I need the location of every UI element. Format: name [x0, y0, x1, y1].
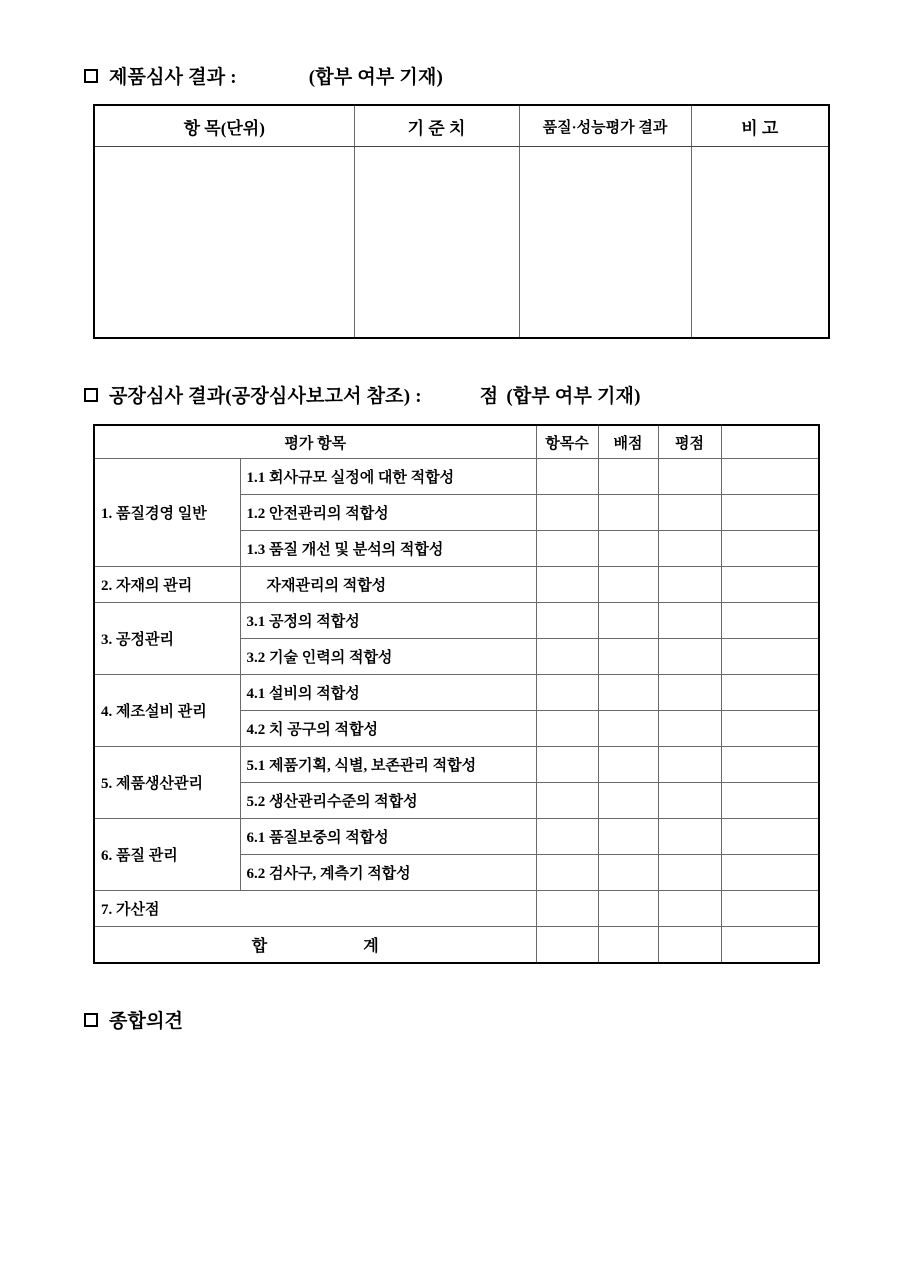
cell-item-count[interactable] [536, 855, 598, 891]
checkbox-empty-icon[interactable] [84, 1013, 98, 1027]
category-label-4: 4. 제조설비 관리 [94, 675, 240, 747]
cell-score[interactable] [658, 819, 721, 855]
item-label-5-1: 5.1 제품기획, 식별, 보존관리 적합성 [240, 747, 536, 783]
column-header-standard: 기 준 치 [354, 105, 519, 147]
cell-remarks[interactable] [721, 603, 819, 639]
column-header-score: 평점 [658, 425, 721, 459]
cell-remarks[interactable] [721, 747, 819, 783]
total-label [94, 927, 536, 964]
table-row [94, 459, 819, 495]
cell-item-count[interactable] [536, 747, 598, 783]
cell-remarks[interactable] [721, 639, 819, 675]
table-row [94, 675, 819, 711]
cell-remarks-value[interactable] [691, 147, 829, 339]
cell-item-count[interactable] [536, 675, 598, 711]
cell-remarks[interactable] [721, 855, 819, 891]
heading-factory-review-unit: 점 [479, 386, 499, 407]
cell-score[interactable] [658, 855, 721, 891]
cell-remarks[interactable] [721, 819, 819, 855]
cell-item-count[interactable] [536, 639, 598, 675]
item-label-4-1: 4.1 설비의 적합성 [240, 675, 536, 711]
cell-item-count[interactable] [536, 711, 598, 747]
factory-review-table [93, 424, 820, 964]
item-label-1-2: 1.2 안전관리의 적합성 [240, 495, 536, 531]
cell-item-count[interactable] [536, 603, 598, 639]
cell-remarks[interactable] [721, 675, 819, 711]
cell-score[interactable] [658, 783, 721, 819]
cell-item-count[interactable] [536, 495, 598, 531]
table-row [94, 891, 819, 927]
category-label-2: 2. 자재의 관리 [94, 567, 240, 603]
cell-total-allocated-points[interactable] [598, 927, 658, 964]
heading-overall-opinion [84, 1006, 183, 1033]
cell-quality-result-value[interactable] [519, 147, 691, 339]
item-label-6-1: 6.1 품질보중의 적합성 [240, 819, 536, 855]
cell-score[interactable] [658, 603, 721, 639]
cell-allocated-points[interactable] [598, 855, 658, 891]
cell-total-item-count[interactable] [536, 927, 598, 964]
column-header-allocated-points: 배점 [598, 425, 658, 459]
cell-allocated-points[interactable] [598, 891, 658, 927]
cell-item-count[interactable] [536, 891, 598, 927]
item-label-6-2: 6.2 검사구, 계측기 적합성 [240, 855, 536, 891]
checkbox-empty-icon[interactable] [84, 69, 98, 83]
table-header-row [94, 105, 829, 147]
cell-score[interactable] [658, 639, 721, 675]
cell-allocated-points[interactable] [598, 675, 658, 711]
cell-remarks[interactable] [721, 495, 819, 531]
cell-remarks[interactable] [721, 459, 819, 495]
heading-product-review-title: 제품심사 결과 : [109, 67, 237, 88]
item-label-4-2: 4.2 치 공구의 적합성 [240, 711, 536, 747]
cell-item-count[interactable] [536, 783, 598, 819]
cell-item-count[interactable] [536, 567, 598, 603]
category-label-1: 1. 품질경영 일반 [94, 459, 240, 567]
cell-allocated-points[interactable] [598, 747, 658, 783]
heading-factory-review [84, 381, 641, 408]
cell-item-value[interactable] [94, 147, 354, 339]
cell-remarks[interactable] [721, 783, 819, 819]
heading-factory-review-note: (합부 여부 기재) [506, 386, 641, 407]
item-label-1-1: 1.1 회사규모 실정에 대한 적합성 [240, 459, 536, 495]
column-header-remarks [721, 425, 819, 459]
cell-allocated-points[interactable] [598, 639, 658, 675]
table-row [94, 603, 819, 639]
cell-standard-value[interactable] [354, 147, 519, 339]
heading-overall-opinion-title: 종합의견 [109, 1011, 184, 1032]
table-header-row [94, 425, 819, 459]
cell-total-score[interactable] [658, 927, 721, 964]
cell-allocated-points[interactable] [598, 495, 658, 531]
checkbox-empty-icon[interactable] [84, 388, 98, 402]
cell-total-remarks[interactable] [721, 927, 819, 964]
cell-remarks[interactable] [721, 711, 819, 747]
total-label-left: 합 [251, 938, 268, 955]
heading-product-review-note: (합부 여부 기재) [308, 67, 444, 88]
cell-allocated-points[interactable] [598, 459, 658, 495]
item-label-1-3: 1.3 품질 개선 및 분석의 적합성 [240, 531, 536, 567]
cell-remarks[interactable] [721, 567, 819, 603]
category-label-6: 6. 품질 관리 [94, 819, 240, 891]
column-header-remarks: 비 고 [691, 105, 829, 147]
cell-score[interactable] [658, 711, 721, 747]
cell-allocated-points[interactable] [598, 531, 658, 567]
column-header-evaluation-item: 평가 항목 [94, 425, 536, 459]
cell-allocated-points[interactable] [598, 567, 658, 603]
table-row [94, 747, 819, 783]
cell-remarks[interactable] [721, 891, 819, 927]
cell-score[interactable] [658, 747, 721, 783]
column-header-item: 항 목(단위) [94, 105, 354, 147]
table-row [94, 819, 819, 855]
cell-allocated-points[interactable] [598, 711, 658, 747]
item-label-5-2: 5.2 생산관리수준의 적합성 [240, 783, 536, 819]
cell-score[interactable] [658, 675, 721, 711]
heading-product-review [84, 62, 443, 89]
cell-allocated-points[interactable] [598, 783, 658, 819]
category-label-3: 3. 공정관리 [94, 603, 240, 675]
cell-score[interactable] [658, 531, 721, 567]
category-label-7: 7. 가산점 [94, 891, 536, 927]
item-label-3-2: 3.2 기술 인력의 적합성 [240, 639, 536, 675]
product-review-table [93, 104, 830, 339]
cell-item-count[interactable] [536, 531, 598, 567]
cell-score[interactable] [658, 567, 721, 603]
table-total-row [94, 927, 819, 964]
cell-remarks[interactable] [721, 531, 819, 567]
cell-allocated-points[interactable] [598, 603, 658, 639]
heading-factory-review-title: 공장심사 결과(공장심사보고서 참조) : [109, 386, 422, 407]
item-label-2-1: 자재관리의 적합성 [240, 567, 536, 603]
item-label-3-1: 3.1 공정의 적합성 [240, 603, 536, 639]
column-header-item-count: 항목수 [536, 425, 598, 459]
cell-score[interactable] [658, 891, 721, 927]
table-row [94, 147, 829, 339]
cell-allocated-points[interactable] [598, 819, 658, 855]
cell-score[interactable] [658, 495, 721, 531]
table-row [94, 567, 819, 603]
total-label-right: 계 [363, 938, 379, 955]
column-header-quality-result: 품질·성능평가 결과 [519, 105, 691, 147]
cell-item-count[interactable] [536, 459, 598, 495]
category-label-5: 5. 제품생산관리 [94, 747, 240, 819]
cell-score[interactable] [658, 459, 721, 495]
cell-item-count[interactable] [536, 819, 598, 855]
